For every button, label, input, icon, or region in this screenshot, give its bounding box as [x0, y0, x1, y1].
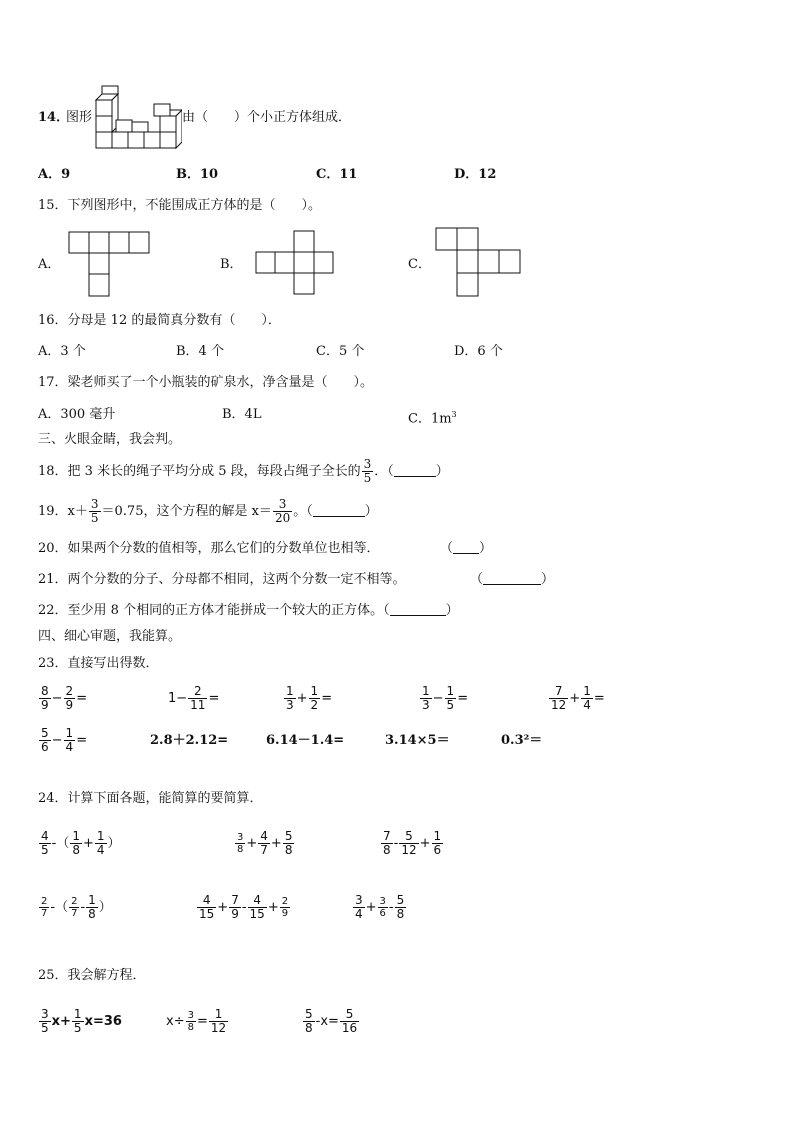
q20-text: 20．如果两个分数的值相等，那么它们的分数单位也相等．	[38, 541, 380, 556]
section-3-heading: 三、火眼金睛，我会判。	[38, 432, 182, 447]
q17-option-b[interactable]: B．4L	[222, 407, 262, 422]
q19-pre: 19．x＋	[38, 504, 88, 519]
q23-stem: 23．直接写出得数．	[38, 656, 159, 671]
q15-stem: 15．下列图形中，不能围成正方体的是（ ）。	[38, 198, 322, 213]
q20-answer: （ ）	[440, 541, 493, 556]
q14-stem-post: 由（ ）个小正方体组成．	[182, 110, 352, 125]
q21-answer: （ ）	[470, 572, 555, 587]
q14-stem-pre: 图形	[66, 110, 93, 125]
q18-tail: ．（	[374, 464, 394, 479]
q25-equation-3: $\frac{5}{8}$ -x= $\frac{5}{16}$	[305, 1007, 358, 1035]
q23-expr-6: $\frac{5}{6}$ − $\frac{1}{4}$ =	[41, 726, 88, 754]
q14-option-c[interactable]: C．11	[316, 167, 358, 182]
net-option-c	[434, 227, 522, 299]
q23-expr-10: 0.3²＝	[501, 733, 543, 748]
q19	[38, 496, 378, 528]
cube-stack-figure	[92, 82, 182, 152]
q14-option-a[interactable]: A．9	[38, 167, 71, 182]
q21-answer-blank[interactable]	[483, 572, 541, 585]
q15-label-b[interactable]: B．	[220, 257, 243, 272]
q24-expr-5: $\frac{4}{15}$ + $\frac{7}{9}$ - $\frac{4}{15}$ + $\frac{2}{9}$	[199, 893, 289, 921]
q14-option-d[interactable]: D．12	[454, 167, 497, 182]
q16-option-c[interactable]: C．5 个	[316, 344, 365, 359]
q19-fraction-2: $\frac{3}{20}$	[274, 497, 291, 525]
q19-fraction-1: $\frac{3}{5}$	[90, 497, 99, 525]
q17-option-c[interactable]	[408, 407, 457, 427]
q22-answer-blank[interactable]	[390, 603, 446, 616]
q24-expr-1: $\frac{4}{5}$ -（ $\frac{1}{8}$ + $\frac{1}{4}$ ）	[41, 829, 121, 857]
q18-text: 18．把 3 米长的绳子平均分成 5 段，每段占绳子全长的	[38, 464, 361, 479]
q18	[38, 456, 449, 488]
q18-close: ）	[435, 464, 449, 479]
q23-expr-9: 3.14×5＝	[385, 733, 450, 748]
q16-option-d[interactable]: D．6 个	[454, 344, 503, 359]
q17-option-c-sup: 3	[451, 410, 457, 419]
q17-option-c-text: C．1m	[408, 411, 452, 427]
q14-number: 14．	[38, 110, 70, 125]
q18-fraction: $\frac{3}{5}$	[363, 457, 372, 485]
q23-expr-5: $\frac{7}{12}$ + $\frac{1}{4}$ =	[551, 684, 605, 712]
q25-equation-1: $\frac{3}{5}$ x+ $\frac{1}{5}$ x=36	[41, 1007, 122, 1035]
q14-option-b[interactable]: B．10	[176, 167, 219, 182]
q15-label-a[interactable]: A．	[38, 257, 61, 272]
q24-expr-3: $\frac{7}{8}$ - $\frac{5}{12}$ + $\frac{1}{6}$	[383, 829, 442, 857]
q25-stem: 25．我会解方程．	[38, 968, 146, 983]
q15-label-c[interactable]: C．	[408, 257, 431, 272]
q23-expr-8: 6.14－1.4=	[266, 733, 345, 748]
q23-expr-3: $\frac{1}{3}$ + $\frac{1}{2}$ =	[286, 684, 333, 712]
q16-option-a[interactable]: A．3 个	[38, 344, 86, 359]
q19-close: ）	[364, 504, 378, 519]
q21-text: 21．两个分数的分子、分母都不相同，这两个分数一定不相等。	[38, 572, 406, 587]
q16-option-b[interactable]: B．4 个	[176, 344, 224, 359]
q22-close: ）	[445, 603, 459, 618]
section-4-heading: 四、细心审题，我能算。	[38, 629, 182, 644]
q23-expr-4: $\frac{1}{3}$ − $\frac{1}{5}$ =	[422, 684, 469, 712]
q23-expr-7: 2.8＋2.12=	[150, 733, 229, 748]
q19-mid: ＝0.75，这个方程的解是 x＝	[101, 504, 272, 519]
q20-answer-blank[interactable]	[453, 541, 479, 554]
q24-expr-4: $\frac{2}{7}$ -（ $\frac{2}{7}$ - $\frac{1}{8}$ ）	[41, 893, 112, 921]
q24-expr-6: $\frac{3}{4}$ + $\frac{3}{6}$ - $\frac{5}{8}$	[355, 893, 405, 921]
q23-expr-2: 1− $\frac{2}{11}$ =	[168, 684, 220, 712]
q23-expr-1: $\frac{8}{9}$ − $\frac{2}{9}$ =	[41, 684, 88, 712]
q19-answer-blank[interactable]	[313, 504, 365, 517]
q17-option-a[interactable]: A．300 毫升	[38, 407, 116, 422]
q25-equation-2: x÷ $\frac{3}{8}$ = $\frac{1}{12}$	[166, 1007, 227, 1035]
q19-tail: 。（	[293, 504, 313, 519]
q22	[38, 603, 459, 619]
q24-expr-2: $\frac{3}{8}$ + $\frac{4}{7}$ + $\frac{5}{8}$	[237, 829, 293, 857]
q16-stem: 16．分母是 12 的最简真分数有（ ）．	[38, 313, 281, 328]
net-option-a	[68, 230, 154, 298]
net-option-b	[255, 230, 337, 296]
q18-answer-blank[interactable]	[394, 464, 436, 477]
q17-stem: 17．梁老师买了一个小瓶装的矿泉水，净含量是（ ）。	[38, 375, 374, 390]
q24-stem: 24．计算下面各题，能简算的要简算．	[38, 791, 263, 806]
q22-text: 22．至少用 8 个相同的正方体才能拼成一个较大的正方体。（	[38, 603, 390, 618]
